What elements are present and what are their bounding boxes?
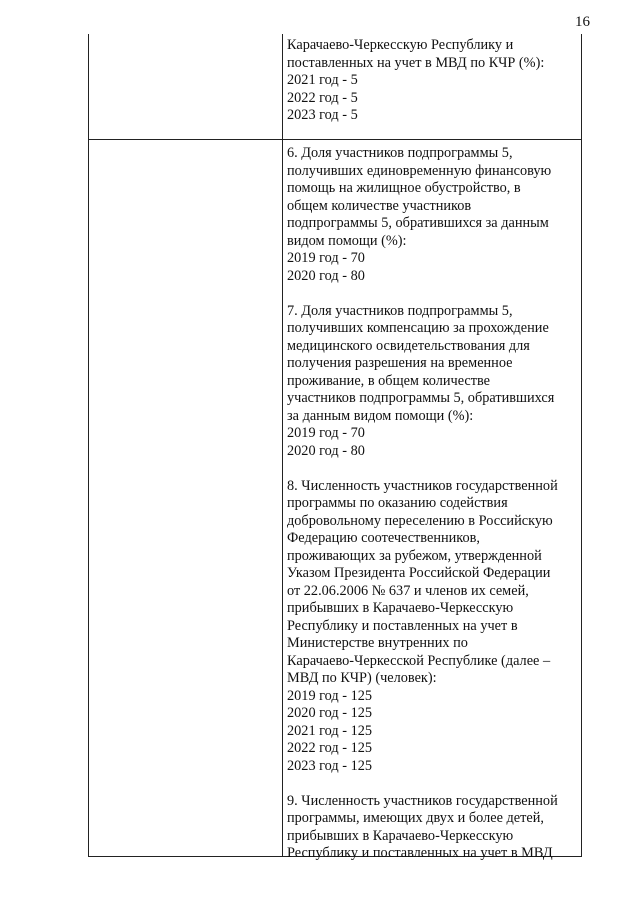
text-line: 2020 год - 125: [287, 705, 373, 721]
text-line: МВД по КЧР) (человек):: [287, 670, 437, 686]
text-line: помощь на жилищное обустройство, в: [287, 180, 521, 196]
text-line: получивших компенсацию за прохождение: [287, 320, 549, 336]
text-line: 6. Доля участников подпрограммы 5,: [287, 145, 513, 161]
table-row-divider: [88, 139, 582, 140]
text-line: Федерацию соотечественников,: [287, 530, 480, 546]
text-line: 2023 год - 125: [287, 757, 373, 774]
text-line: 2021 год - 5: [287, 72, 358, 88]
text-line: участников подпрограммы 5, обратившихся: [287, 390, 555, 406]
text-line: 2019 год - 70: [287, 250, 365, 266]
text-line: Карачаево-Черкесской Республике (далее –: [287, 652, 551, 669]
indicator-9: [287, 793, 582, 863]
indicator-8: [287, 478, 582, 776]
text-line: 2019 год - 125: [287, 687, 373, 704]
text-line: Министерстве внутренних по: [287, 635, 468, 651]
text-line: программы по оказанию содействия: [287, 495, 508, 511]
page-number: 16: [575, 14, 590, 30]
text-line: 2023 год - 5: [287, 107, 358, 123]
text-line: Республику и поставленных на учет в МВД: [287, 845, 553, 861]
text-line: от 22.06.2006 № 637 и членов их семей,: [287, 582, 529, 599]
paragraph-gap: [287, 285, 582, 303]
text-line: прибывших в Карачаево-Черкесскую: [287, 600, 514, 616]
text-line: Республику и поставленных на учет в: [287, 617, 518, 634]
text-line: 2020 год - 80: [287, 442, 365, 459]
text-line: поставленных на учет в МВД по КЧР (%):: [287, 54, 545, 71]
text-line: Указом Президента Российской Федерации: [287, 565, 551, 581]
text-line: подпрограммы 5, обратившихся за данным: [287, 215, 549, 231]
text-line: 2022 год - 5: [287, 89, 358, 106]
text-line: добровольному переселению в Российскую: [287, 512, 553, 529]
paragraph-gap: [287, 775, 582, 793]
table-cell-row1-indicator: [287, 37, 582, 125]
text-line: проживание, в общем количестве: [287, 372, 491, 389]
text-line: программы, имеющих двух и более детей,: [287, 810, 544, 826]
text-line: 8. Численность участников государственной: [287, 477, 558, 494]
text-line: проживающих за рубежом, утвержденной: [287, 547, 542, 564]
text-line: медицинского освидетельствования для: [287, 337, 530, 354]
text-line: за данным видом помощи (%):: [287, 407, 474, 424]
text-line: получивших единовременную финансовую: [287, 162, 552, 179]
text-line: 2020 год - 80: [287, 267, 365, 284]
text-line: 2021 год - 125: [287, 722, 373, 739]
text-line: общем количестве участников: [287, 197, 472, 214]
text-line: 7. Доля участников подпрограммы 5,: [287, 302, 513, 319]
text-line: 9. Численность участников государственной: [287, 792, 558, 809]
indicator-6: [287, 145, 582, 285]
table-cell-row2-indicators: [287, 145, 582, 863]
table-left-border: [88, 34, 89, 856]
text-line: прибывших в Карачаево-Черкесскую: [287, 827, 514, 844]
text-line: получения разрешения на временное: [287, 355, 513, 371]
text-line: Карачаево-Черкесскую Республику и: [287, 37, 514, 53]
paragraph-gap: [287, 460, 582, 478]
text-line: 2019 год - 70: [287, 425, 365, 441]
text-line: 2022 год - 125: [287, 740, 373, 756]
indicator-7: [287, 303, 582, 461]
table-column-divider: [282, 34, 283, 856]
text-line: видом помощи (%):: [287, 232, 407, 249]
